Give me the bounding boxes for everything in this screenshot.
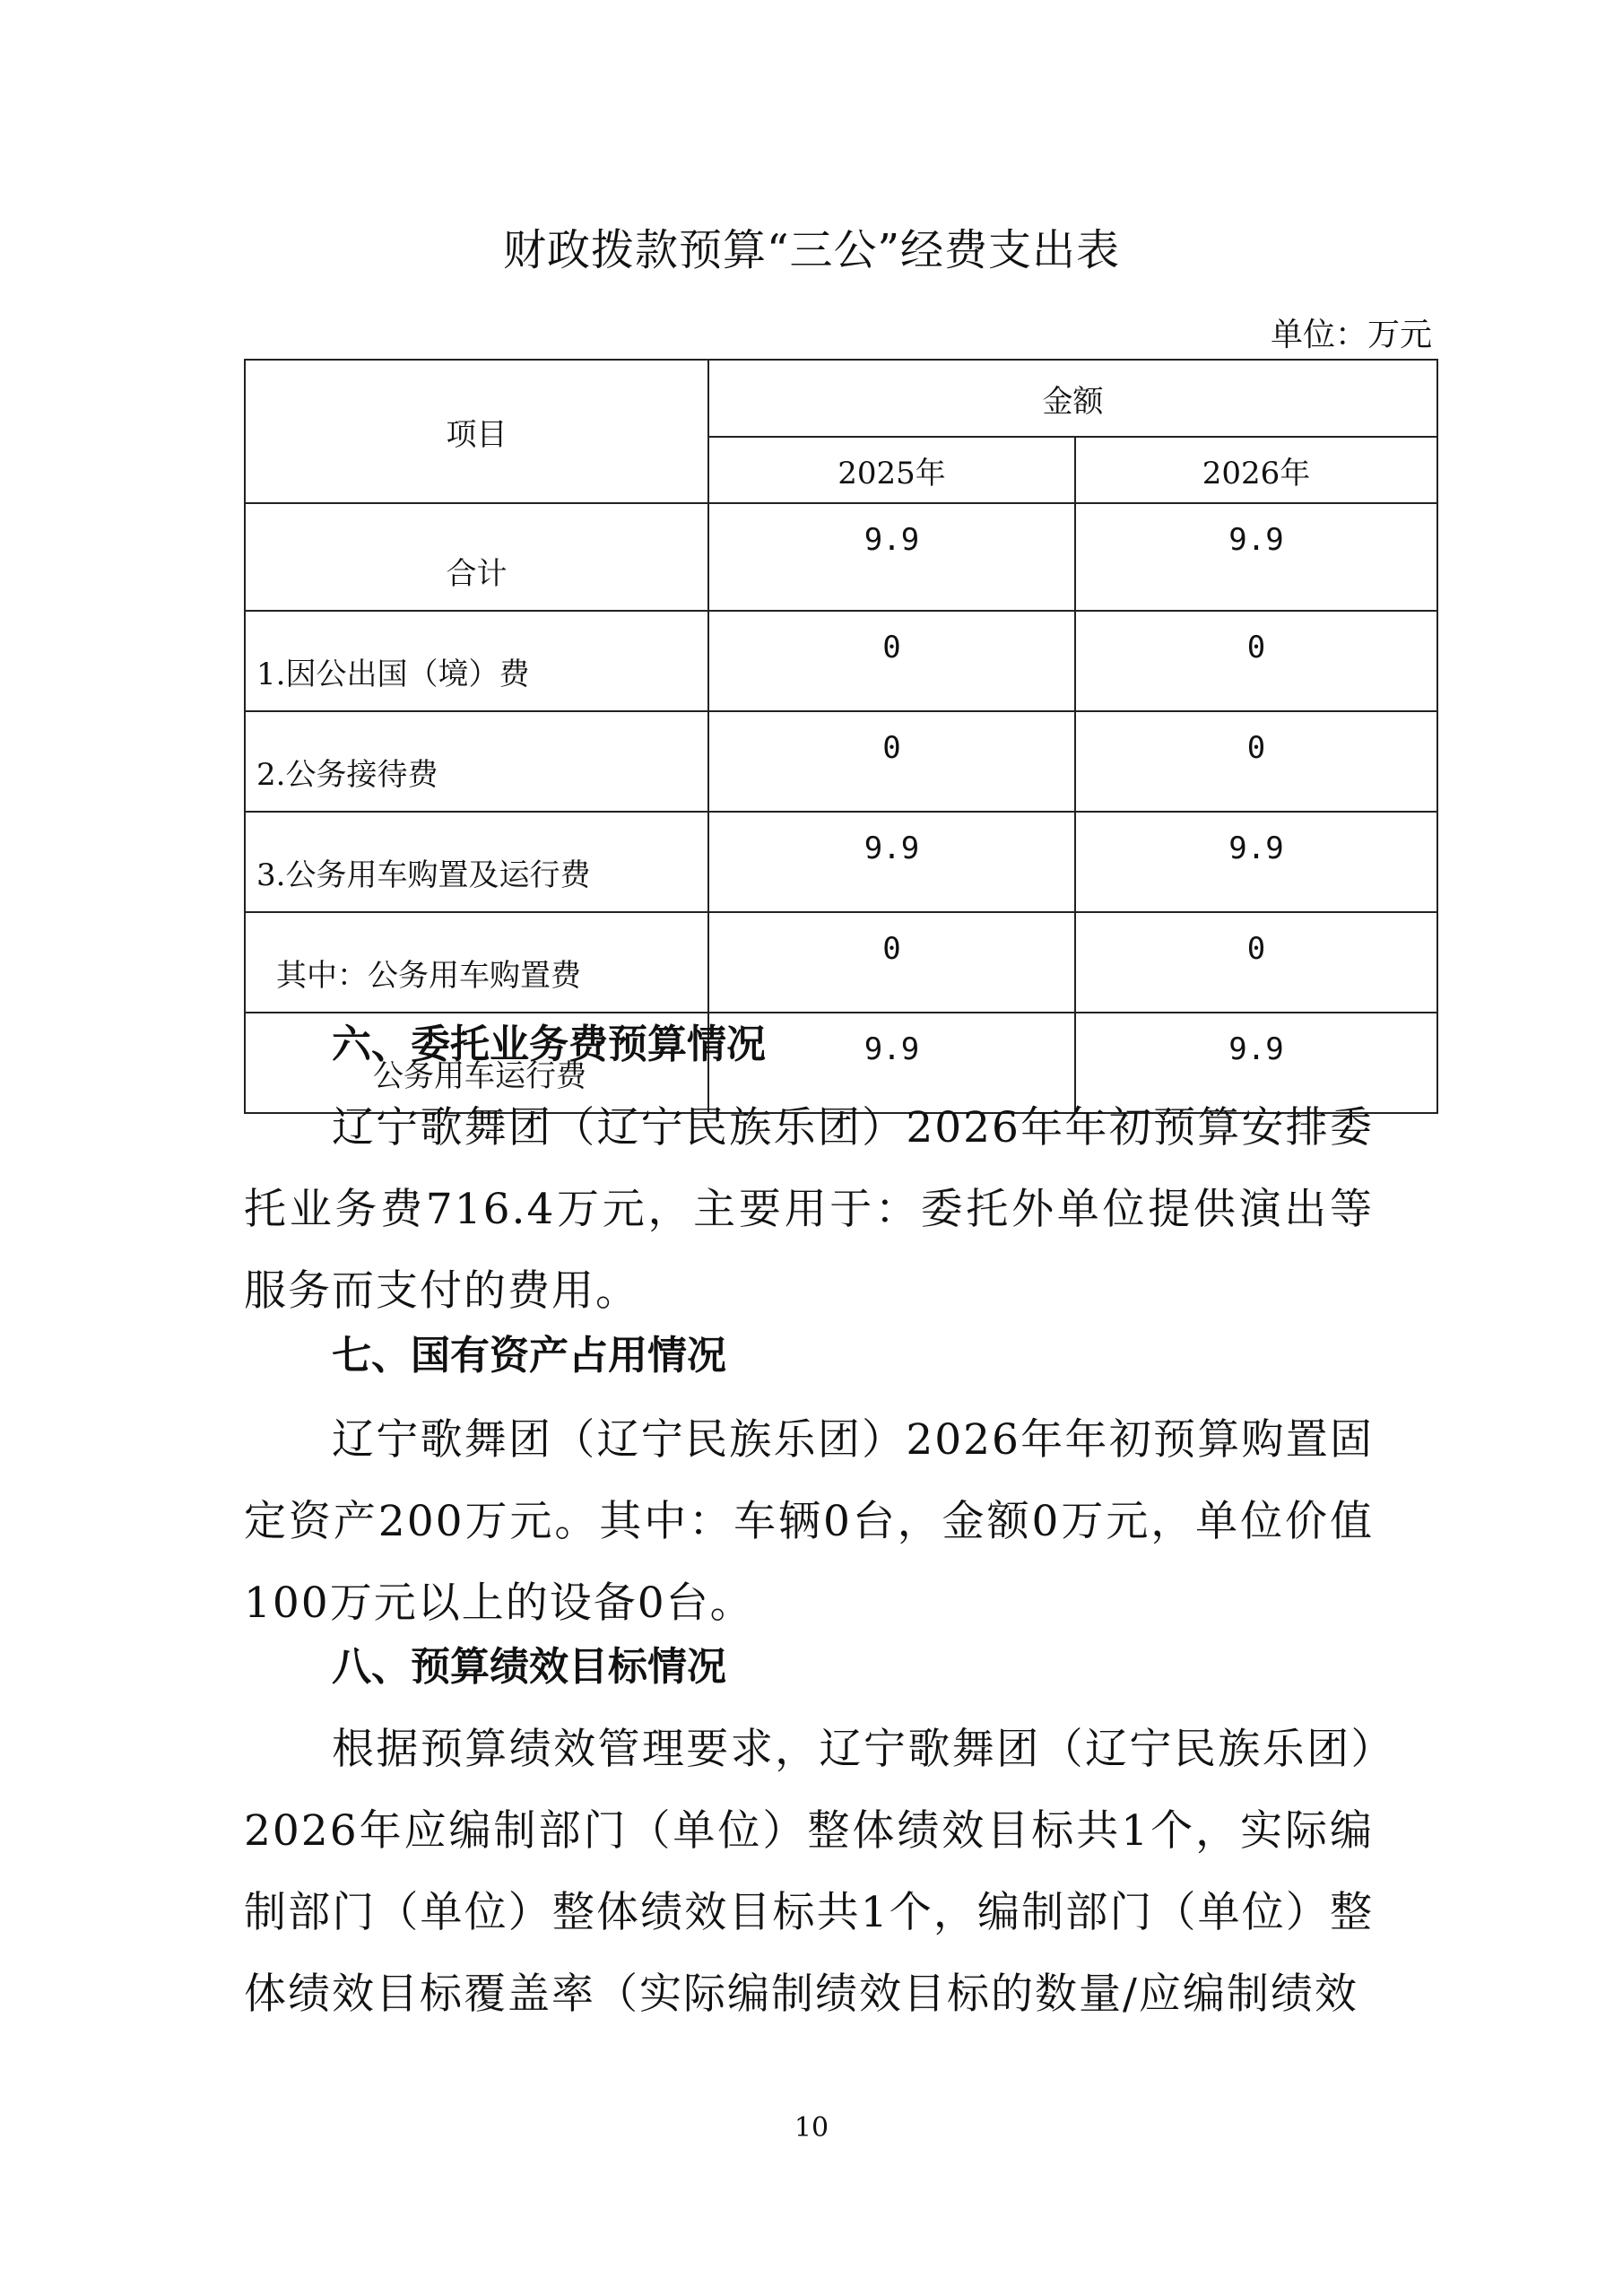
table-row	[245, 503, 1437, 611]
section-paragraph-8: 根据预算绩效管理要求，辽宁歌舞团（辽宁民族乐团）2026年应编制部门（单位）整体绩效目标共1个，实际编制部门（单位）整体绩效目标共1个，编制部门（单位）整体绩效目标覆盖率（实际编制绩效目标的数量/应编制绩效	[244, 1725, 1374, 2019]
header-year-2025: 2025年	[708, 437, 1075, 503]
section-paragraph-7: 辽宁歌舞团（辽宁民族乐团）2026年年初预算购置固定资产200万元。其中：车辆0台，金额0万元，单位价值100万元以上的设备0台。	[244, 1415, 1374, 1628]
header-year-2026: 2026年	[1075, 437, 1437, 503]
row-label: 合计	[245, 503, 708, 611]
page-number: 10	[794, 2112, 829, 2144]
table-row	[245, 812, 1437, 912]
table-row	[245, 711, 1437, 812]
row-value-2025: 0	[708, 912, 1075, 1013]
table-row	[245, 912, 1437, 1013]
row-value-2025: 9.9	[708, 503, 1075, 611]
row-value-2026: 0	[1075, 711, 1437, 812]
row-label: 公务用车运行费	[245, 1013, 708, 1113]
section-heading-7: 七、国有资产占用情况	[332, 1333, 726, 1378]
row-value-2026: 9.9	[1075, 1013, 1437, 1113]
unit-label: 单位：万元	[1270, 317, 1432, 353]
header-item: 项目	[245, 360, 708, 503]
row-label: 1.因公出国（境）费	[245, 611, 708, 711]
row-value-2026: 9.9	[1075, 812, 1437, 912]
row-label: 2.公务接待费	[245, 711, 708, 812]
row-value-2026: 0	[1075, 611, 1437, 711]
row-value-2026: 0	[1075, 912, 1437, 1013]
row-value-2026: 9.9	[1075, 503, 1437, 611]
row-value-2025: 0	[708, 711, 1075, 812]
row-value-2025: 9.9	[708, 812, 1075, 912]
row-label: 3.公务用车购置及运行费	[245, 812, 708, 912]
section-heading-8: 八、预算绩效目标情况	[332, 1644, 726, 1690]
row-value-2025: 0	[708, 611, 1075, 711]
table-row	[245, 611, 1437, 711]
page-title: 财政拨款预算“三公”经费支出表	[502, 225, 1121, 275]
row-value-2025: 9.9	[708, 1013, 1075, 1113]
row-label: 其中：公务用车购置费	[245, 912, 708, 1013]
budget-table	[244, 359, 1438, 1114]
header-amount: 金额	[708, 360, 1437, 437]
section-paragraph-6: 辽宁歌舞团（辽宁民族乐团）2026年年初预算安排委托业务费716.4万元，主要用于：委托外单位提供演出等服务而支付的费用。	[244, 1103, 1374, 1316]
section-heading-6: 六、委托业务费预算情况	[332, 1022, 766, 1067]
